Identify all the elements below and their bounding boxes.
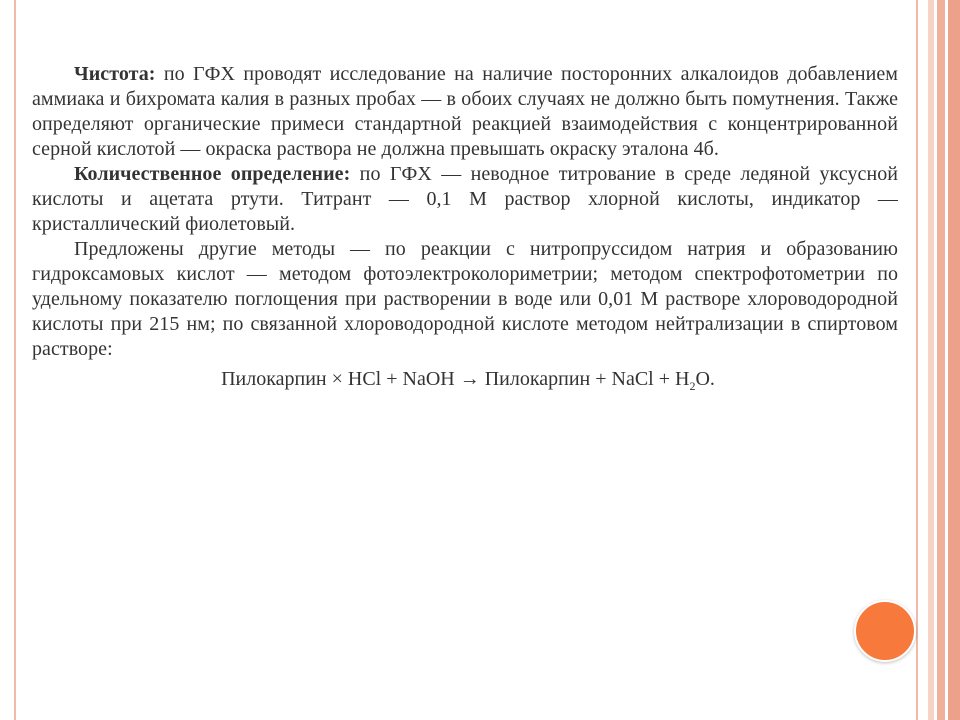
scanned-document-text (32, 62, 898, 399)
purity-text: по ГФХ проводят исследование на наличие посторонних алкалоидов добавлением аммиака и бихромата калия в разных пробах — в обоих случаях не должно быть помутнения. Также определяют органические примеси стандартной реакцией взаимодействия с концентрированной серной кислотой — окраска раствора не должна превышать окраску эталона 4б. (32, 63, 898, 160)
other-methods-paragraph: Предложены другие методы — по реакции с нитропруссидом натрия и образованию гидроксамовых кислот — методом фотоэлектроколориметрии; методом спектрофотометрии по удельному показателю поглощения при растворении в воде или 0,01 М растворе хлороводородной кислоты при 215 нм; по связанной хлороводородной кислоте методом нейтрализации в спиртовом растворе: (32, 238, 898, 360)
quantitative-heading: Количественное определение: (74, 163, 351, 185)
decorative-side-stripes (918, 0, 960, 720)
purity-heading: Чистота: (74, 63, 156, 85)
equation-subscript: 2 (689, 379, 696, 393)
purity-paragraph (32, 62, 898, 162)
orange-circle-icon (854, 600, 916, 662)
quantitative-paragraph (32, 162, 898, 237)
equation-end: O. (695, 368, 715, 390)
equation-main: Пилокарпин × HCl + NaOH → Пилокарпин + NaCl + H (221, 368, 690, 390)
reaction-equation (32, 366, 898, 399)
quantitative-text: по ГФХ — неводное титрование в среде ледяной уксусной кислоты и ацетата ртути. Титрант — 0,1 М раствор хлорной кислоты, индикатор — кристаллический фиолетовый. (32, 163, 899, 235)
